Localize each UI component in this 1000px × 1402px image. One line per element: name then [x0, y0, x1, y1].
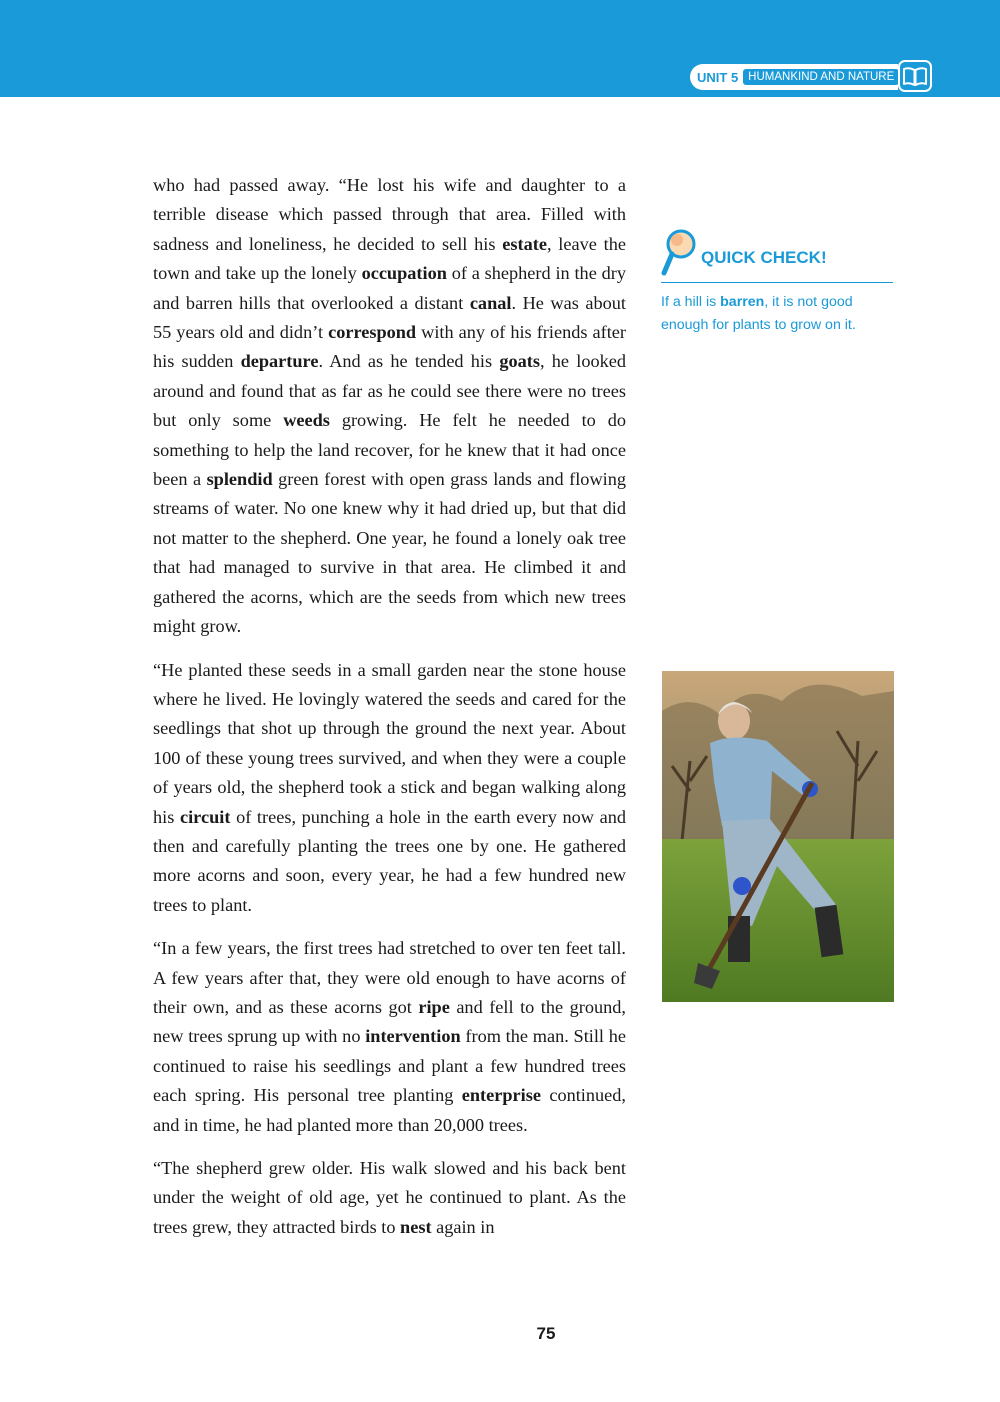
- vocab-word: nest: [400, 1216, 432, 1237]
- quick-check-keyword: barren: [720, 294, 765, 310]
- vocab-word: estate: [502, 233, 547, 254]
- book-icon: [898, 60, 932, 92]
- vocab-word: goats: [499, 351, 540, 372]
- vocab-word: enterprise: [461, 1085, 541, 1106]
- magnifier-icon: [661, 228, 697, 278]
- vocab-word: circuit: [179, 806, 231, 827]
- unit-tab: [690, 64, 898, 90]
- vocab-word: canal: [469, 292, 512, 313]
- page-number: 75: [536, 1324, 556, 1343]
- quick-check-header: [661, 228, 893, 283]
- vocab-word: splendid: [206, 469, 273, 490]
- paragraph-3: “In a few years, the first trees had stretched to over ten feet tall. A few years after that, they were old enough to have acorns of their own, and as these acorns got ripe and fell to the ground, new trees sprung up with no intervention from the man. Still he continued to raise his seedlings and plant a few hundred trees each spring. His personal tree planting enterprise continued, and in time, he had planted more than 20,000 trees.: [153, 938, 626, 1135]
- vocab-word: weeds: [283, 410, 330, 431]
- unit-title: HUMANKIND AND NATURE: [743, 69, 899, 85]
- vocab-word: intervention: [365, 1026, 461, 1047]
- vocab-word: departure: [240, 351, 319, 372]
- main-text: [153, 171, 626, 1256]
- unit-label: UNIT 5: [697, 69, 739, 85]
- quick-check-text: If a hill is barren, it is not good enough for plants to grow on it.: [661, 294, 856, 333]
- vocab-word: occupation: [361, 263, 447, 284]
- quick-check-box: [661, 228, 893, 337]
- photo-man-planting-tree: [662, 671, 894, 1002]
- vocab-word: correspond: [328, 322, 417, 343]
- quick-check-title: QUICK CHECK!: [701, 248, 827, 267]
- paragraph-1: who had passed away. “He lost his wife and daughter to a terrible disease which passed through that area. Filled with sadness and loneliness, he decided to sell his estate, leave the town and take up the lonely occupation of a shepherd in the dry and barren hills that overlooked a distant canal. He was about 55 years old and didn’t correspond with any of his friends after his sudden departure. And as he tended his goats, he looked around and found that as far as he could see there were no trees but only some weeds growing. He felt he needed to do something to help the land recover, for he knew that it had once been a splendid green forest with open grass lands and flowing streams of water. No one knew why it had dried up, but that did not matter to the shepherd. One year, he found a lonely oak tree that had managed to survive in that area. He climbed it and gathered the acorns, which are the seeds from which new trees might grow.: [153, 175, 627, 637]
- vocab-word: ripe: [418, 996, 450, 1017]
- paragraph-2: “He planted these seeds in a small garden near the stone house where he lived. He lovingly watered the seeds and cared for the seedlings that shot up through the ground the next year. About 100 of these young trees survived, and when they were a couple of years old, the shepherd took a stick and began walking along his circuit of trees, punching a hole in the earth every now and then and carefully planting the trees one by one. He gathered more acorns and soon, every year, he had a few hundred new trees to plant.: [153, 659, 626, 915]
- paragraph-4: “The shepherd grew older. His walk slowed and his back bent under the weight of old age, yet he continued to plant. As the trees grew, they attracted birds to nest again in: [153, 1158, 626, 1237]
